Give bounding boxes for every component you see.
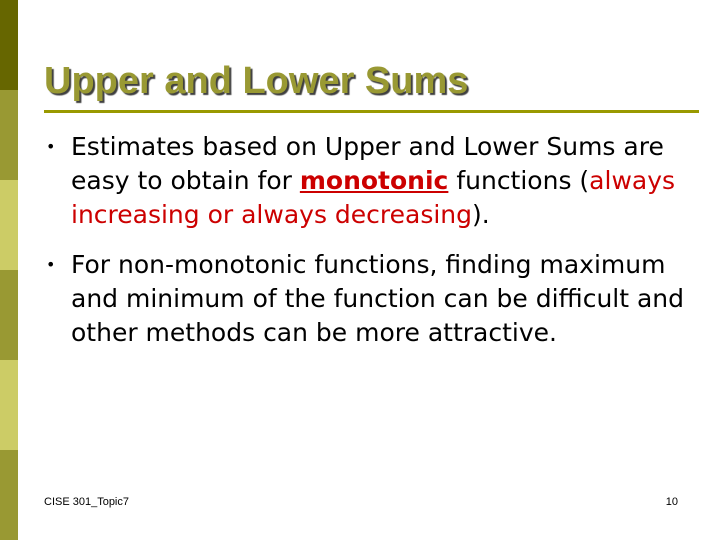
- side-bar-segment: [0, 180, 18, 270]
- title-underline: [44, 110, 699, 113]
- side-bar-segment: [0, 0, 18, 90]
- bullet-dot: •: [46, 255, 56, 274]
- side-bar-segment: [0, 360, 18, 450]
- side-bar-segment: [0, 450, 18, 540]
- bullet-item: [46, 248, 686, 350]
- bullet-list: [46, 130, 686, 366]
- bullet-item: [46, 130, 686, 232]
- bullet-text: functions (: [448, 166, 590, 195]
- slide-title: Upper and Lower Sums: [44, 60, 469, 102]
- side-bar-segment: [0, 270, 18, 360]
- highlight-monotonic: monotonic: [299, 166, 449, 195]
- footer-course-label: CISE 301_Topic7: [44, 496, 129, 508]
- side-bar-segment: [0, 90, 18, 180]
- accent-text: always increasing or always decreasing: [71, 166, 676, 229]
- page-number: 10: [665, 496, 678, 508]
- bullet-text: ).: [472, 200, 490, 229]
- bullet-text: For non-monotonic functions, finding maximum and minimum of the function can be difficult and other methods can be more attractive.: [71, 250, 685, 347]
- bullet-dot: •: [46, 137, 56, 156]
- bullet-text: Estimates based on Upper and Lower Sums are easy to obtain for: [71, 132, 664, 195]
